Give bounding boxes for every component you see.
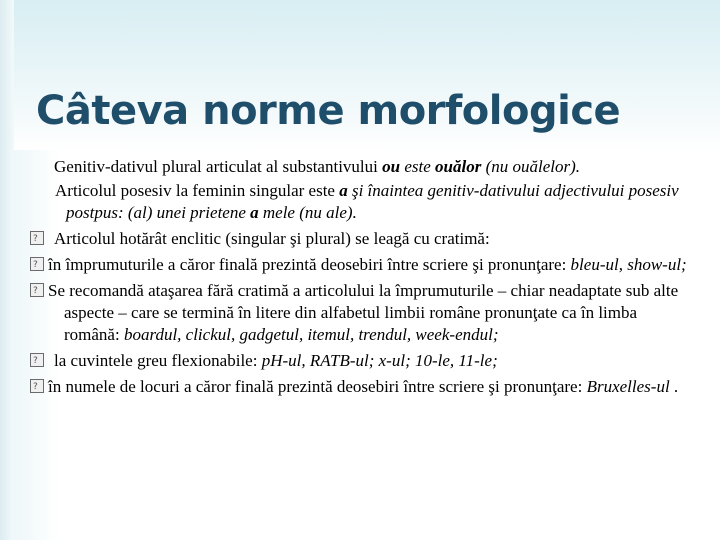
text-run: Genitiv-dativul plural articulat al substantivului bbox=[54, 157, 383, 176]
bullet-icon bbox=[30, 353, 44, 367]
bullet-icon bbox=[30, 283, 44, 297]
text-run-emphasis: ouălor bbox=[435, 157, 482, 176]
bullet-nume-locuri bbox=[30, 376, 690, 398]
bullet-imprumuturi bbox=[30, 254, 690, 276]
text-run: în împrumuturile a căror finală prezintă deosebiri între scriere şi pronunţare: bbox=[48, 255, 571, 274]
bullet-recomandare bbox=[30, 280, 690, 346]
text-run-emphasis: a bbox=[250, 203, 259, 222]
bullet-icon bbox=[30, 231, 44, 245]
text-run: mele (nu ale). bbox=[258, 203, 357, 222]
bullet-articol-hotarat bbox=[30, 228, 690, 250]
slide-title: Câteva norme morfologice bbox=[36, 88, 621, 134]
slide-content bbox=[30, 156, 690, 400]
text-run-italic: Bruxelles-ul bbox=[586, 377, 670, 396]
text-run-italic: bleu-ul, show-ul; bbox=[570, 255, 687, 274]
paragraph-genitiv-dativ bbox=[30, 156, 690, 178]
text-run: Articolul posesiv la feminin singular este bbox=[55, 181, 340, 200]
paragraph-articol-posesiv bbox=[30, 180, 690, 224]
text-run: (nu ouălelor). bbox=[481, 157, 581, 176]
bullet-cuvinte-greu-flexionabile bbox=[30, 350, 690, 372]
text-run: . bbox=[669, 377, 679, 396]
bullet-icon bbox=[30, 257, 44, 271]
left-edge-decoration bbox=[0, 0, 14, 540]
text-run-italic: pH-ul, RATB-ul; x-ul; 10-le, 11-le; bbox=[261, 351, 498, 370]
text-run-italic: boardul, clickul, gadgetul, itemul, trendul, week-endul; bbox=[123, 325, 499, 344]
text-run-emphasis: ou bbox=[382, 157, 401, 176]
text-run: Se recomandă ataşarea fără cratimă a articolului la împrumuturile – chiar neadaptate sub alte aspecte – care se termină în litere din alfabetul limbii române pronunţate ca în limba română: bbox=[48, 281, 679, 344]
text-run: la cuvintele greu flexionabile: bbox=[54, 351, 262, 370]
bullet-icon bbox=[30, 379, 44, 393]
text-run: şi înaintea genitiv-dativului adjectivului posesiv postpus: (al) unei prietene bbox=[66, 181, 679, 222]
text-run: este bbox=[400, 157, 436, 176]
text-run-emphasis: a bbox=[339, 181, 348, 200]
text-run: în numele de locuri a căror finală prezintă deosebiri între scriere şi pronunţare: bbox=[48, 377, 587, 396]
text-run: Articolul hotărât enclitic (singular şi plural) se leagă cu cratimă: bbox=[54, 229, 490, 248]
